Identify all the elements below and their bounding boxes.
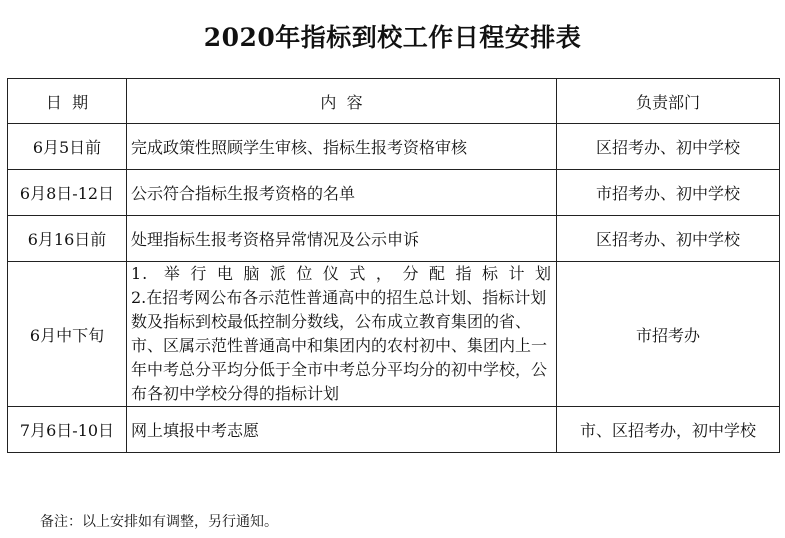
schedule-table (7, 78, 780, 453)
content-line-1: 1. 举行电脑派位仪式，分配指标计划 (131, 264, 552, 283)
row-date: 7月6日-10日 (8, 407, 127, 453)
header-date: 日 期 (8, 79, 127, 124)
row-date: 6月中下旬 (8, 262, 127, 407)
row-content: 网上填报中考志愿 (127, 407, 557, 453)
table-row (8, 407, 780, 453)
table-row (8, 262, 780, 407)
row-dept: 区招考办、初中学校 (557, 124, 780, 170)
row-content (127, 262, 557, 407)
footnote: 备注：以上安排如有调整，另行通知。 (40, 514, 278, 530)
header-dept: 负责部门 (557, 79, 780, 124)
table-row (8, 216, 780, 262)
row-content: 处理指标生报考资格异常情况及公示申诉 (127, 216, 557, 262)
row-content: 完成政策性照顾学生审核、指标生报考资格审核 (127, 124, 557, 170)
page-title: 2020年指标到校工作日程安排表 (203, 23, 582, 52)
row-content: 公示符合指标生报考资格的名单 (127, 170, 557, 216)
row-dept: 市、区招考办，初中学校 (557, 407, 780, 453)
row-date: 6月16日前 (8, 216, 127, 262)
table-row (8, 170, 780, 216)
content-line-2: 2.在招考网公布各示范性普通高中的招生总计划、指标计划数及指标到校最低控制分数线，公布成立教育集团的省、市、区属示范性普通高中和集团内的农村初中、集团内上一年中考总分平均分低于全市中考总分平均分的初中学校，公布各初中学校分得的指标计划 (131, 288, 548, 403)
row-dept: 区招考办、初中学校 (557, 216, 780, 262)
row-date: 6月8日-12日 (8, 170, 127, 216)
row-dept: 市招考办 (557, 262, 780, 407)
row-dept: 市招考办、初中学校 (557, 170, 780, 216)
row-date: 6月5日前 (8, 124, 127, 170)
table-row (8, 124, 780, 170)
header-content: 内 容 (127, 79, 557, 124)
table-header-row (8, 79, 780, 124)
